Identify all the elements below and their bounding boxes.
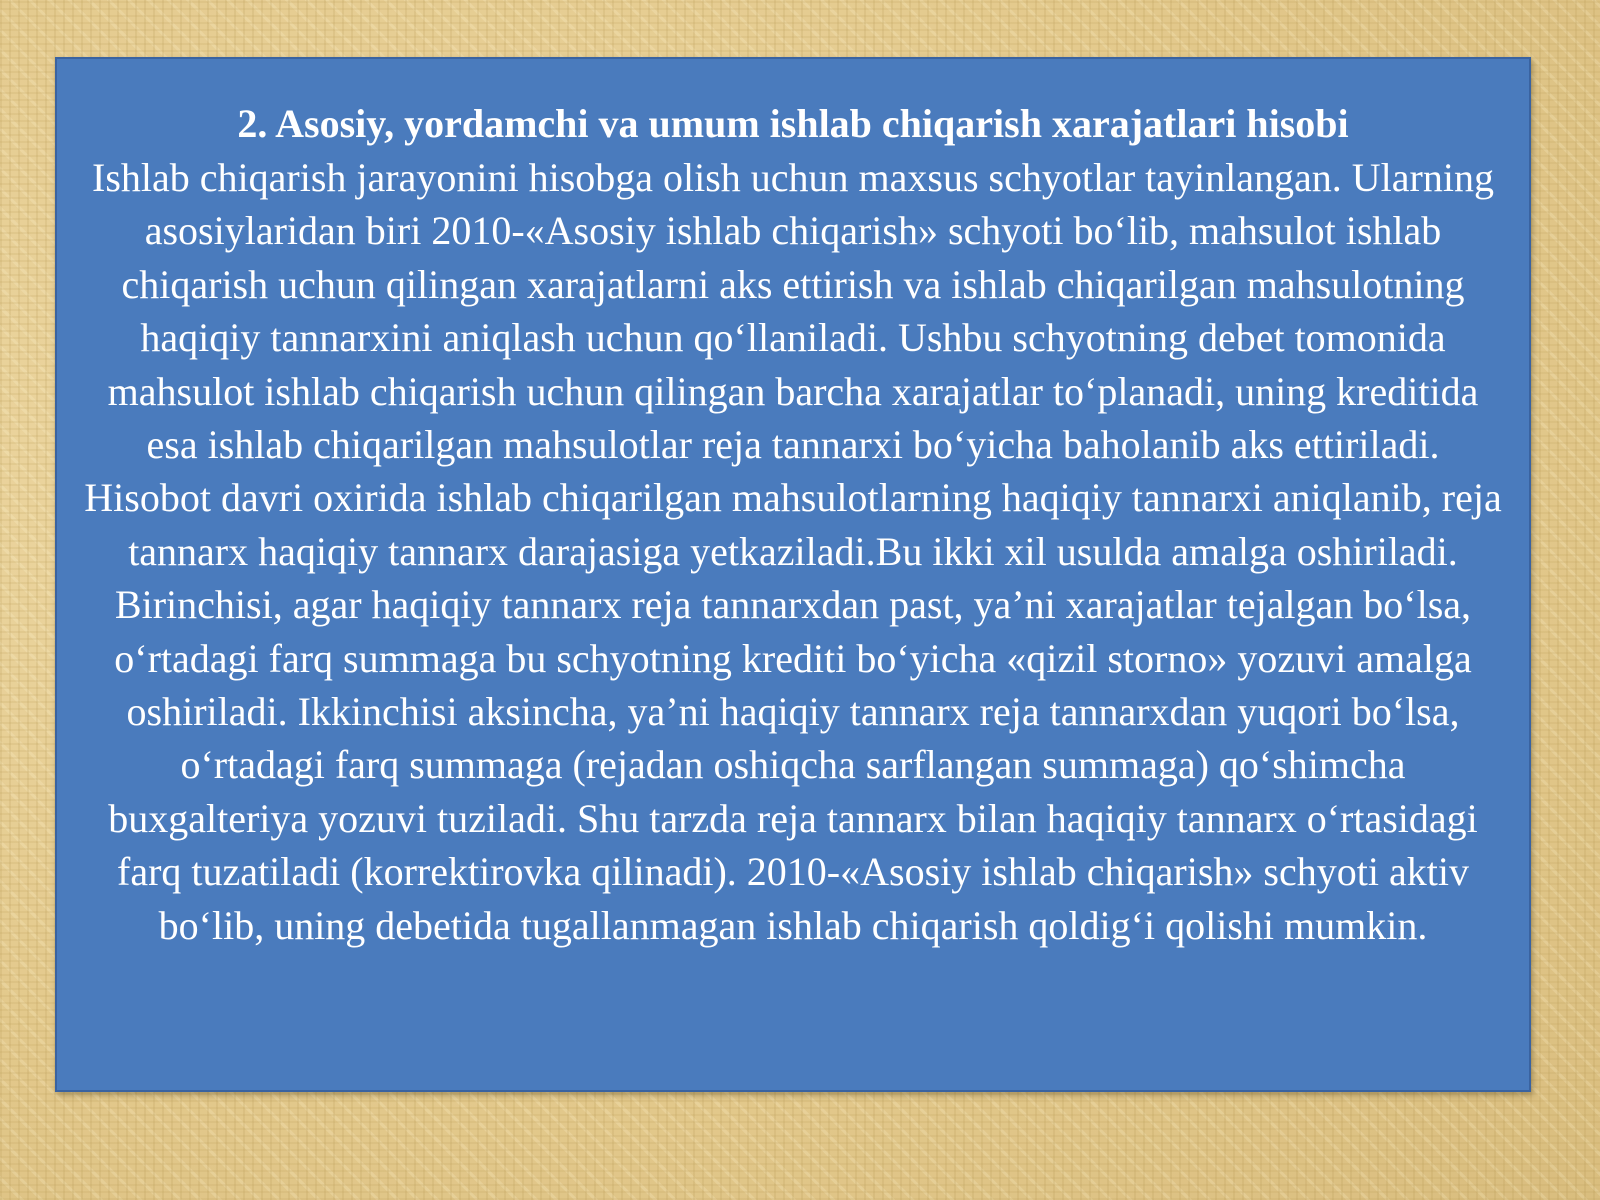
content-panel <box>55 57 1531 1092</box>
slide-body-text: Ishlab chiqarish jarayonini hisobga olish uchun maxsus schyotlar tayinlangan. Ularning asosiylaridan biri 2010-«Asosiy ishlab chiqarish» schyoti bo‘lib, mahsulot ishlab chiqarish uchun qilingan xarajatlarni aks ettirish va ishlab chiqarilgan mahsulotning haqiqiy tannarxini aniqlash uchun qo‘llaniladi. Ushbu schyotning debet tomonida mahsulot ishlab chiqarish uchun qilingan barcha xarajatlar to‘planadi, uning kreditida esa ishlab chiqarilgan mahsulotlar reja tannarxi bo‘yicha baholanib aks ettiriladi. Hisobot davri oxirida ishlab chiqarilgan mahsulotlarning haqiqiy tannarxi aniqlanib, reja tannarx haqiqiy tannarx darajasiga yetkaziladi.Bu ikki xil usulda amalga oshiriladi. Birinchisi, agar haqiqiy tannarx reja tannarxdan past, ya’ni xarajatlar tejalgan bo‘lsa, o‘rtadagi farq summaga bu schyotning krediti bo‘yicha «qizil storno» yozuvi amalga oshiriladi. Ikkinchisi aksincha, ya’ni haqiqiy tannarx reja tannarxdan yuqori bo‘lsa, o‘rtadagi farq summaga (rejadan oshiqcha sarflangan summaga) qo‘shimcha buxgalteriya yozuvi tuziladi. Shu tarzda reja tannarx bilan haqiqiy tannarx o‘rtasidagi farq tuzatiladi (korrektirovka qilinadi). 2010-«Asosiy ishlab chiqarish» schyoti aktiv bo‘lib, uning debetida tugallanmagan ishlab chiqarish qoldig‘i qolishi mumkin. <box>84 155 1502 948</box>
slide-title: 2. Asosiy, yordamchi va umum ishlab chiqarish xarajatlari hisobi <box>237 101 1349 146</box>
